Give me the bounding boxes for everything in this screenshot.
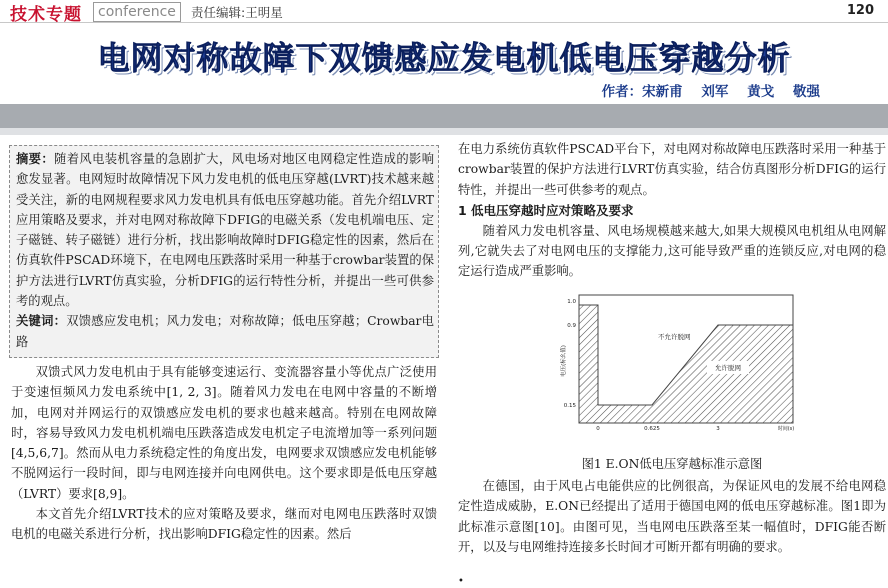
body-paragraph-eon: 在德国，由于风电占电能供应的比例很高，为保证风电的发展不给电网稳定性造成威胁，E.ON已经提出了适用于德国电网的低电压穿越标准。图1即为此标准示意图[10]。由图可见，当电网电压跌落至某一幅值时，DFIG能否断开，以及与电网维持连接多长时间才可断开都有明确的要求。: [458, 479, 886, 554]
x-tick-label: 0: [596, 426, 600, 432]
keywords-label: 关键词：: [16, 313, 67, 329]
lvrt-diagram: [560, 293, 796, 441]
abstract-box: [9, 145, 439, 358]
body-paragraph-continued: 在电力系统仿真软件PSCAD平台下，对电网对称故障电压跌落时采用一种基于crowbar装置的保护方法进行LVRT仿真实验，结合仿真图形分析DFIG的运行特性，并提出一些可供参考的观点。: [458, 142, 886, 197]
editor-credit: 责任编辑:王明星: [191, 5, 283, 20]
lvrt-figure: [560, 293, 796, 441]
right-column: [458, 139, 886, 282]
region-top-label: 不允许脱网: [658, 333, 691, 341]
page-header: [0, 0, 888, 23]
bullet-marker: •: [458, 576, 464, 587]
x-tick-label: 0.625: [644, 426, 660, 432]
column-tag: 技术专题: [10, 5, 82, 25]
abstract-paragraph: [16, 149, 434, 311]
left-column: [11, 362, 437, 545]
body-paragraph-overview: 本文首先介绍LVRT技术的应对策略及要求，继而对电网电压跌落时双馈电机的电磁关系进行分析，找出影响DFIG稳定性的因素。然后: [11, 507, 437, 542]
x-axis-label: 时间(s): [777, 426, 795, 432]
keywords-text: 双馈感应发电机；风力发电；对称故障；低电压穿越；Crowbar电路: [16, 314, 434, 349]
author-line: 作者：宋新甫 刘军 黄戈 敬强: [601, 84, 820, 100]
y-tick-label: 0.15: [563, 403, 576, 409]
figure-caption: 图1 E.ON低电压穿越标准示意图: [581, 457, 763, 471]
x-tick-label: 3: [716, 426, 720, 432]
page-number: 120: [846, 3, 874, 18]
abstract-text: 随着风电装机容量的急剧扩大，风电场对地区电网稳定性造成的影响愈发显著。电网短时故障情况下风力发电机的低电压穿越(LVRT)技术越来越受关注，新的电网规程要求风力发电机具有低电压穿越功能。首先介绍LVRT应用策略及要求，并对电网对称故障下DFIG的电磁关系（发电机端电压、定子磁链、转子磁链）进行分析，找出影响故障时DFIG稳定性的因素，然后在仿真软件PSCAD环境下，在电网电压跌落时采用一种基于crowbar装置的保护方法进行LVRT仿真实验，分析DFIG的运行特性分析，并提出一些可供参考的观点。: [16, 152, 434, 309]
article-title: 电网对称故障下双馈感应发电机低电压穿越分析: [97, 39, 791, 77]
decorative-band-shadow: [0, 128, 888, 135]
y-axis-label: 电压(标幺值): [561, 345, 567, 377]
body-paragraph-intro: 双馈式风力发电机由于具有能够变速运行、变流器容量小等优点广泛使用于变速恒频风力发电系统中[1, 2, 3]。随着风力发电在电网中容量的不断增加，电网对并网运行的双馈感应发电机的要求也越来越高。特别在电网故障时，容易导致风力发电机机端电压跌落造成发电机定子电流增加等一系列问题[4,5,6,7]。然而从电力系统稳定性的角度出发，电网要求双馈感应发电机能够不脱网运行一段时间，即与电网连接并向电网供电。这个要求即是低电压穿越（LVRT）要求[8,9]。: [11, 365, 437, 501]
region-bottom-label: 允许脱网: [715, 364, 741, 372]
body-paragraph-lvrt: 随着风力发电机容量、风电场规模越来越大,如果大规模风电机组从电网解列,它就失去了对电网电压的支撑能力,这可能导致严重的连锁反应,对电网的稳定运行造成严重影响。: [458, 223, 886, 279]
abstract-label: 摘要：: [16, 151, 55, 166]
right-column-lower: [458, 476, 886, 557]
decorative-band: [0, 104, 888, 128]
y-tick-label: 0.9: [567, 323, 576, 329]
keywords-paragraph: [16, 311, 434, 352]
section-heading: 1 低电压穿越时应对策略及要求: [458, 202, 634, 218]
conference-label: conference: [93, 2, 181, 22]
y-tick-label: 1.0: [567, 299, 576, 305]
